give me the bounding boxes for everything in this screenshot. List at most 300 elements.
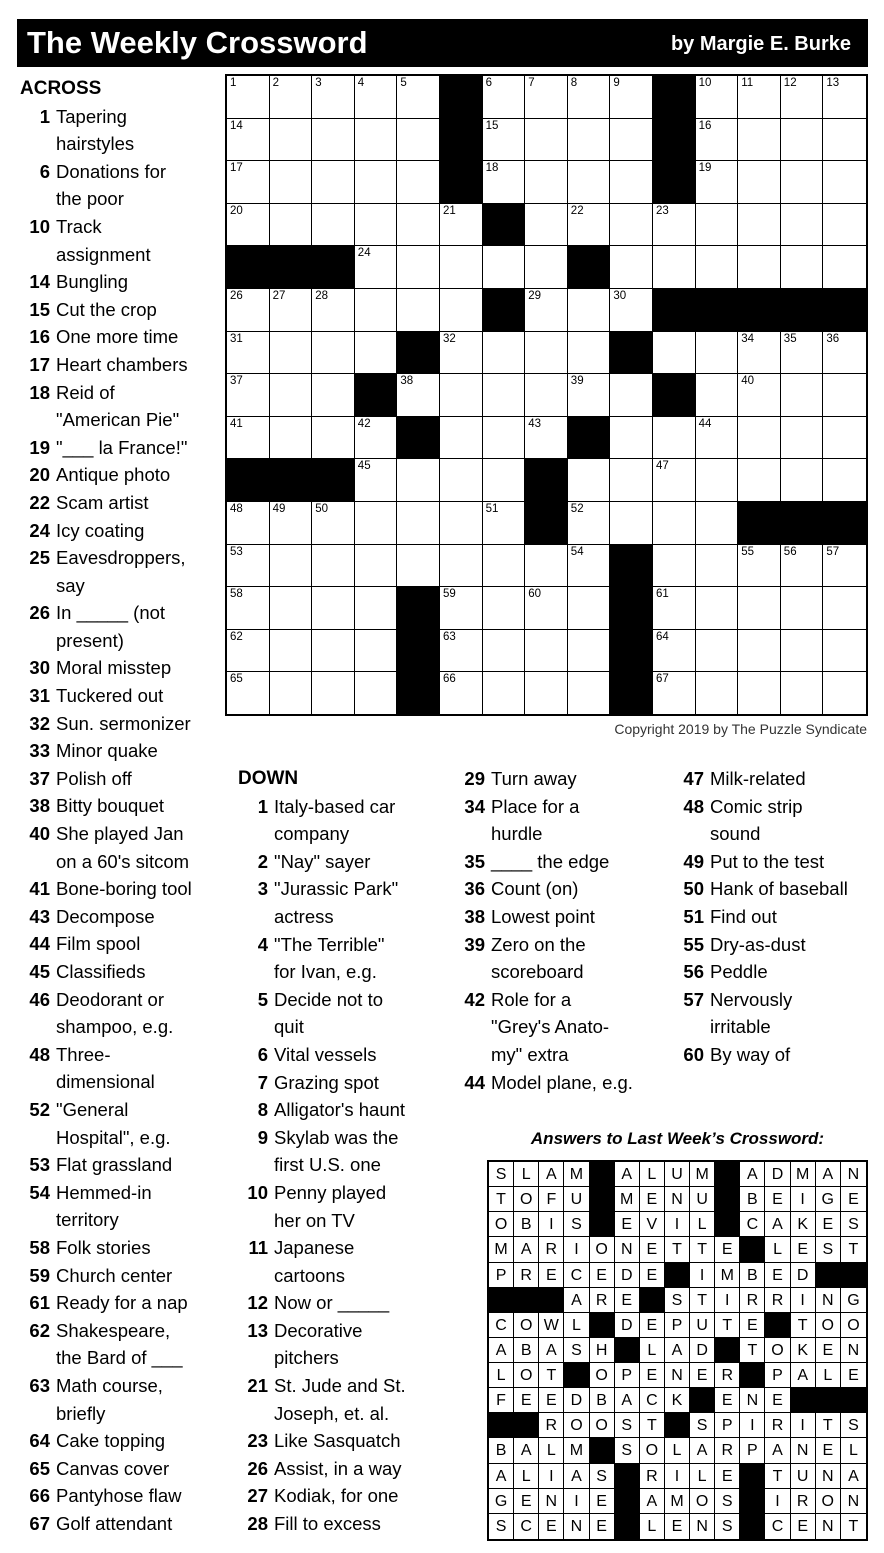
black-square bbox=[312, 459, 355, 502]
grid-cell[interactable] bbox=[270, 161, 313, 204]
grid-cell[interactable] bbox=[483, 76, 526, 119]
grid-cell[interactable] bbox=[270, 204, 313, 247]
grid-cell[interactable] bbox=[483, 161, 526, 204]
grid-cell[interactable] bbox=[610, 374, 653, 417]
answer-letter: T bbox=[740, 1338, 765, 1363]
grid-cell[interactable] bbox=[440, 630, 483, 673]
answer-letter: N bbox=[615, 1237, 640, 1262]
answer-letter: A bbox=[791, 1363, 816, 1388]
grid-cell[interactable] bbox=[781, 119, 824, 162]
clue-number: 38 bbox=[29, 795, 50, 817]
grid-cell[interactable] bbox=[823, 204, 866, 247]
clue-line bbox=[20, 517, 145, 545]
grid-cell[interactable] bbox=[653, 545, 696, 588]
grid-cell[interactable] bbox=[440, 289, 483, 332]
grid-cell[interactable] bbox=[696, 587, 739, 630]
grid-cell[interactable] bbox=[312, 630, 355, 673]
clue-line bbox=[238, 793, 396, 821]
answer-letter: A bbox=[539, 1338, 564, 1363]
clue-text: Flat grassland bbox=[56, 1154, 173, 1176]
grid-cell[interactable] bbox=[738, 161, 781, 204]
answer-letter: E bbox=[590, 1263, 615, 1288]
cell-number: 47 bbox=[656, 460, 669, 473]
answer-letter: A bbox=[539, 1162, 564, 1187]
grid-cell[interactable] bbox=[312, 289, 355, 332]
grid-cell[interactable] bbox=[610, 161, 653, 204]
grid-cell[interactable] bbox=[397, 161, 440, 204]
answer-letter: R bbox=[590, 1288, 615, 1313]
clue-text: Vital vessels bbox=[274, 1043, 377, 1065]
grid-cell[interactable] bbox=[312, 204, 355, 247]
grid-cell[interactable] bbox=[483, 332, 526, 375]
grid-cell[interactable] bbox=[270, 119, 313, 162]
cell-number: 15 bbox=[485, 119, 499, 132]
grid-cell[interactable] bbox=[653, 672, 696, 715]
grid-cell[interactable] bbox=[227, 76, 270, 119]
grid-cell[interactable] bbox=[312, 76, 355, 119]
answer-letter: O bbox=[690, 1489, 715, 1514]
answer-letter: H bbox=[590, 1338, 615, 1363]
clue-line bbox=[238, 1317, 363, 1345]
grid-cell[interactable] bbox=[738, 119, 781, 162]
grid-cell[interactable] bbox=[483, 119, 526, 162]
answer-black-square bbox=[715, 1187, 740, 1212]
grid-cell[interactable] bbox=[781, 76, 824, 119]
grid-cell[interactable] bbox=[483, 630, 526, 673]
grid-cell[interactable] bbox=[610, 417, 653, 460]
grid-cell[interactable] bbox=[312, 161, 355, 204]
grid-cell[interactable] bbox=[227, 332, 270, 375]
grid-cell[interactable] bbox=[227, 161, 270, 204]
clue-number: 58 bbox=[29, 1236, 50, 1258]
grid-cell[interactable] bbox=[568, 204, 611, 247]
grid-cell[interactable] bbox=[610, 204, 653, 247]
clue-text: present) bbox=[56, 629, 124, 651]
down-clues-col1 bbox=[238, 765, 406, 1538]
grid-cell[interactable] bbox=[610, 246, 653, 289]
black-square bbox=[397, 332, 440, 375]
grid-cell[interactable] bbox=[397, 289, 440, 332]
grid-cell[interactable] bbox=[696, 459, 739, 502]
clue-text: "___ la France!" bbox=[56, 436, 188, 458]
grid-cell[interactable] bbox=[227, 204, 270, 247]
cell-number: 62 bbox=[230, 630, 243, 643]
grid-cell[interactable] bbox=[696, 161, 739, 204]
grid-cell[interactable] bbox=[397, 545, 440, 588]
grid-cell[interactable] bbox=[227, 630, 270, 673]
grid-cell[interactable] bbox=[312, 545, 355, 588]
grid-cell[interactable] bbox=[738, 246, 781, 289]
grid-cell[interactable] bbox=[312, 502, 355, 545]
grid-cell[interactable] bbox=[312, 587, 355, 630]
grid-cell[interactable] bbox=[823, 332, 866, 375]
black-square bbox=[312, 246, 355, 289]
answer-letter: L bbox=[564, 1313, 589, 1338]
crossword-grid[interactable] bbox=[225, 74, 868, 716]
answer-letter: D bbox=[564, 1388, 589, 1413]
answer-letter: E bbox=[514, 1489, 539, 1514]
clue-text: "Jurassic Park" bbox=[274, 878, 399, 900]
cell-number: 33 bbox=[613, 332, 627, 345]
grid-cell[interactable] bbox=[355, 204, 398, 247]
grid-cell[interactable] bbox=[355, 545, 398, 588]
answer-black-square bbox=[590, 1162, 615, 1187]
answer-letter: N bbox=[816, 1514, 841, 1539]
grid-cell[interactable] bbox=[440, 459, 483, 502]
grid-cell[interactable] bbox=[355, 502, 398, 545]
clue-text: the poor bbox=[56, 188, 124, 210]
grid-cell[interactable] bbox=[696, 246, 739, 289]
clue-line bbox=[20, 1206, 119, 1234]
grid-cell[interactable] bbox=[781, 417, 824, 460]
grid-cell[interactable] bbox=[227, 417, 270, 460]
grid-cell[interactable] bbox=[525, 630, 568, 673]
grid-cell[interactable] bbox=[653, 459, 696, 502]
grid-cell[interactable] bbox=[440, 587, 483, 630]
grid-cell[interactable] bbox=[483, 545, 526, 588]
answer-black-square bbox=[715, 1212, 740, 1237]
grid-cell[interactable] bbox=[525, 587, 568, 630]
grid-cell[interactable] bbox=[227, 545, 270, 588]
grid-cell[interactable] bbox=[568, 672, 611, 715]
grid-cell[interactable] bbox=[823, 672, 866, 715]
grid-cell[interactable] bbox=[525, 246, 568, 289]
grid-cell[interactable] bbox=[781, 459, 824, 502]
grid-cell[interactable] bbox=[270, 630, 313, 673]
answer-letter: R bbox=[715, 1438, 740, 1463]
grid-cell[interactable] bbox=[738, 204, 781, 247]
grid-cell[interactable] bbox=[397, 76, 440, 119]
grid-cell[interactable] bbox=[483, 502, 526, 545]
grid-cell[interactable] bbox=[568, 374, 611, 417]
clue-text: Zero on the bbox=[491, 933, 586, 955]
grid-cell[interactable] bbox=[355, 246, 398, 289]
grid-cell[interactable] bbox=[738, 417, 781, 460]
clue-number: 48 bbox=[29, 1043, 50, 1065]
grid-cell[interactable] bbox=[610, 289, 653, 332]
grid-cell[interactable] bbox=[823, 246, 866, 289]
answer-letter: C bbox=[640, 1388, 665, 1413]
grid-cell[interactable] bbox=[781, 587, 824, 630]
cell-number: 9 bbox=[613, 77, 620, 89]
grid-cell[interactable] bbox=[525, 204, 568, 247]
grid-cell[interactable] bbox=[610, 76, 653, 119]
black-square bbox=[525, 459, 568, 502]
grid-cell[interactable] bbox=[355, 587, 398, 630]
grid-cell[interactable] bbox=[397, 204, 440, 247]
answer-black-square bbox=[590, 1187, 615, 1212]
grid-cell[interactable] bbox=[355, 119, 398, 162]
grid-cell[interactable] bbox=[227, 119, 270, 162]
grid-cell[interactable] bbox=[483, 246, 526, 289]
clue-line bbox=[20, 1317, 171, 1345]
answer-letter: O bbox=[816, 1313, 841, 1338]
clue-text: Scam artist bbox=[56, 491, 149, 513]
answer-black-square bbox=[665, 1413, 690, 1438]
grid-cell[interactable] bbox=[227, 672, 270, 715]
grid-cell[interactable] bbox=[823, 374, 866, 417]
grid-cell[interactable] bbox=[355, 417, 398, 460]
grid-cell[interactable] bbox=[355, 630, 398, 673]
answer-letter: T bbox=[690, 1237, 715, 1262]
grid-cell[interactable] bbox=[696, 332, 739, 375]
grid-cell[interactable] bbox=[397, 119, 440, 162]
grid-cell[interactable] bbox=[738, 459, 781, 502]
grid-cell[interactable] bbox=[440, 246, 483, 289]
clue-line bbox=[20, 213, 101, 241]
grid-cell[interactable] bbox=[738, 545, 781, 588]
grid-cell[interactable] bbox=[270, 417, 313, 460]
answer-letter: G bbox=[816, 1187, 841, 1212]
grid-cell[interactable] bbox=[525, 332, 568, 375]
answer-letter: A bbox=[765, 1438, 790, 1463]
grid-cell[interactable] bbox=[781, 630, 824, 673]
grid-cell[interactable] bbox=[568, 459, 611, 502]
grid-cell[interactable] bbox=[568, 119, 611, 162]
cell-number: 58 bbox=[230, 588, 243, 601]
grid-cell[interactable] bbox=[696, 502, 739, 545]
grid-cell[interactable] bbox=[312, 672, 355, 715]
answer-letter: O bbox=[816, 1489, 841, 1514]
cell-number: 11 bbox=[741, 77, 754, 89]
grid-cell[interactable] bbox=[525, 119, 568, 162]
answer-black-square bbox=[514, 1413, 539, 1438]
grid-cell[interactable] bbox=[525, 76, 568, 119]
grid-cell[interactable] bbox=[312, 417, 355, 460]
clue-line bbox=[238, 1344, 339, 1372]
grid-cell[interactable] bbox=[397, 374, 440, 417]
answer-letter: E bbox=[816, 1338, 841, 1363]
answer-black-square bbox=[615, 1338, 640, 1363]
grid-cell[interactable] bbox=[440, 332, 483, 375]
grid-cell[interactable] bbox=[525, 161, 568, 204]
grid-cell[interactable] bbox=[483, 459, 526, 502]
grid-cell[interactable] bbox=[270, 502, 313, 545]
grid-cell[interactable] bbox=[227, 289, 270, 332]
grid-cell[interactable] bbox=[653, 417, 696, 460]
grid-cell[interactable] bbox=[568, 76, 611, 119]
grid-cell[interactable] bbox=[738, 332, 781, 375]
cell-number: 17 bbox=[230, 162, 243, 175]
black-square bbox=[397, 630, 440, 673]
grid-cell[interactable] bbox=[653, 587, 696, 630]
answer-letter: B bbox=[740, 1263, 765, 1288]
grid-cell[interactable] bbox=[696, 204, 739, 247]
clue-line bbox=[20, 103, 127, 131]
answer-letter: M bbox=[690, 1162, 715, 1187]
answer-letter: E bbox=[514, 1388, 539, 1413]
grid-cell[interactable] bbox=[270, 289, 313, 332]
grid-cell[interactable] bbox=[312, 332, 355, 375]
grid-cell[interactable] bbox=[568, 587, 611, 630]
clue-text: the Bard of ___ bbox=[56, 1347, 183, 1369]
grid-cell[interactable] bbox=[653, 502, 696, 545]
clue-number: 51 bbox=[683, 905, 704, 927]
clue-text: irritable bbox=[710, 1016, 771, 1038]
grid-cell[interactable] bbox=[355, 332, 398, 375]
grid-cell[interactable] bbox=[397, 246, 440, 289]
grid-cell[interactable] bbox=[483, 587, 526, 630]
grid-cell[interactable] bbox=[781, 204, 824, 247]
grid-cell[interactable] bbox=[270, 374, 313, 417]
cell-number: 23 bbox=[656, 204, 669, 217]
grid-cell[interactable] bbox=[525, 374, 568, 417]
grid-cell[interactable] bbox=[525, 289, 568, 332]
grid-cell[interactable] bbox=[312, 374, 355, 417]
grid-cell[interactable] bbox=[781, 374, 824, 417]
cell-number: 49 bbox=[272, 503, 286, 515]
grid-cell[interactable] bbox=[355, 289, 398, 332]
clue-text: say bbox=[56, 574, 85, 596]
grid-cell[interactable] bbox=[355, 459, 398, 502]
answer-letter: E bbox=[539, 1263, 564, 1288]
grid-cell[interactable] bbox=[696, 119, 739, 162]
grid-cell[interactable] bbox=[397, 459, 440, 502]
grid-cell[interactable] bbox=[738, 630, 781, 673]
grid-cell[interactable] bbox=[355, 76, 398, 119]
clue-text: One more time bbox=[56, 326, 179, 348]
clue-text: shampoo, e.g. bbox=[56, 1016, 174, 1038]
grid-cell[interactable] bbox=[823, 630, 866, 673]
grid-cell[interactable] bbox=[483, 672, 526, 715]
cell-number: 50 bbox=[315, 503, 328, 515]
grid-cell[interactable] bbox=[568, 161, 611, 204]
grid-cell[interactable] bbox=[653, 630, 696, 673]
grid-cell[interactable] bbox=[312, 119, 355, 162]
grid-cell[interactable] bbox=[227, 587, 270, 630]
grid-cell[interactable] bbox=[823, 459, 866, 502]
grid-cell[interactable] bbox=[568, 545, 611, 588]
grid-cell[interactable] bbox=[440, 672, 483, 715]
clue-line bbox=[238, 875, 399, 903]
grid-cell[interactable] bbox=[610, 119, 653, 162]
grid-cell[interactable] bbox=[696, 417, 739, 460]
black-square bbox=[653, 76, 696, 119]
answer-letter: P bbox=[615, 1363, 640, 1388]
grid-cell[interactable] bbox=[568, 289, 611, 332]
answer-letter: S bbox=[715, 1514, 740, 1539]
clue-line bbox=[20, 1482, 182, 1510]
clue-text: Like Sasquatch bbox=[274, 1430, 401, 1452]
grid-cell[interactable] bbox=[270, 672, 313, 715]
grid-cell[interactable] bbox=[270, 587, 313, 630]
black-square bbox=[823, 502, 866, 545]
grid-cell[interactable] bbox=[653, 246, 696, 289]
grid-cell[interactable] bbox=[440, 204, 483, 247]
grid-cell[interactable] bbox=[483, 374, 526, 417]
grid-cell[interactable] bbox=[823, 119, 866, 162]
grid-cell[interactable] bbox=[653, 332, 696, 375]
grid-cell[interactable] bbox=[696, 76, 739, 119]
clue-text: Polish off bbox=[56, 767, 132, 789]
cell-number: 53 bbox=[230, 545, 243, 558]
grid-cell[interactable] bbox=[696, 545, 739, 588]
grid-cell[interactable] bbox=[823, 161, 866, 204]
grid-cell[interactable] bbox=[355, 672, 398, 715]
answer-letter: U bbox=[665, 1162, 690, 1187]
grid-cell[interactable] bbox=[823, 587, 866, 630]
clue-line bbox=[20, 682, 164, 710]
grid-cell[interactable] bbox=[568, 630, 611, 673]
grid-cell[interactable] bbox=[696, 672, 739, 715]
grid-cell[interactable] bbox=[738, 587, 781, 630]
answer-letter: O bbox=[514, 1187, 539, 1212]
clue-line bbox=[238, 1289, 390, 1317]
answer-letter: O bbox=[489, 1212, 514, 1237]
clue-number: 21 bbox=[247, 1375, 268, 1397]
grid-cell[interactable] bbox=[738, 374, 781, 417]
answer-letter: T bbox=[848, 1517, 859, 1535]
clue-line bbox=[20, 599, 166, 627]
cell-number: 48 bbox=[230, 503, 243, 515]
grid-cell[interactable] bbox=[270, 76, 313, 119]
cell-number: 13 bbox=[826, 77, 840, 89]
cell-number: 45 bbox=[357, 460, 371, 473]
clue-number: 55 bbox=[683, 933, 704, 955]
clue-line bbox=[238, 986, 384, 1014]
clue-line bbox=[20, 1234, 151, 1262]
grid-cell[interactable] bbox=[440, 417, 483, 460]
answer-black-square bbox=[791, 1388, 816, 1413]
grid-cell[interactable] bbox=[227, 502, 270, 545]
grid-cell[interactable] bbox=[781, 161, 824, 204]
grid-cell[interactable] bbox=[823, 76, 866, 119]
grid-cell[interactable] bbox=[525, 417, 568, 460]
answer-letter: O bbox=[590, 1363, 615, 1388]
grid-cell[interactable] bbox=[781, 545, 824, 588]
grid-cell[interactable] bbox=[781, 332, 824, 375]
grid-cell[interactable] bbox=[823, 545, 866, 588]
grid-cell[interactable] bbox=[525, 545, 568, 588]
grid-cell[interactable] bbox=[227, 374, 270, 417]
grid-cell[interactable] bbox=[781, 246, 824, 289]
answer-letter: F bbox=[489, 1388, 514, 1413]
grid-cell[interactable] bbox=[738, 672, 781, 715]
grid-cell[interactable] bbox=[440, 502, 483, 545]
answer-letter: S bbox=[816, 1237, 841, 1262]
grid-cell[interactable] bbox=[270, 545, 313, 588]
grid-cell[interactable] bbox=[823, 417, 866, 460]
grid-cell[interactable] bbox=[397, 502, 440, 545]
clue-text: By way of bbox=[710, 1043, 791, 1065]
grid-cell[interactable] bbox=[696, 374, 739, 417]
clue-line bbox=[20, 544, 186, 572]
clue-text: company bbox=[274, 823, 350, 845]
grid-cell[interactable] bbox=[696, 630, 739, 673]
clue-line bbox=[238, 1041, 377, 1069]
answer-letter: P bbox=[489, 1263, 514, 1288]
grid-cell[interactable] bbox=[483, 417, 526, 460]
grid-cell[interactable] bbox=[781, 672, 824, 715]
clue-line bbox=[20, 1344, 183, 1372]
grid-cell[interactable] bbox=[610, 459, 653, 502]
grid-cell[interactable] bbox=[738, 76, 781, 119]
clue-text: actress bbox=[274, 905, 334, 927]
grid-cell[interactable] bbox=[610, 502, 653, 545]
grid-cell[interactable] bbox=[525, 672, 568, 715]
grid-cell[interactable] bbox=[653, 204, 696, 247]
clue-text: sound bbox=[710, 823, 761, 845]
grid-cell[interactable] bbox=[568, 502, 611, 545]
answer-letter: P bbox=[715, 1413, 740, 1438]
grid-cell[interactable] bbox=[270, 332, 313, 375]
grid-cell[interactable] bbox=[440, 374, 483, 417]
answer-letter: O bbox=[841, 1313, 866, 1338]
black-square bbox=[610, 630, 653, 673]
grid-cell[interactable] bbox=[355, 161, 398, 204]
grid-cell[interactable] bbox=[568, 332, 611, 375]
grid-cell[interactable] bbox=[440, 545, 483, 588]
